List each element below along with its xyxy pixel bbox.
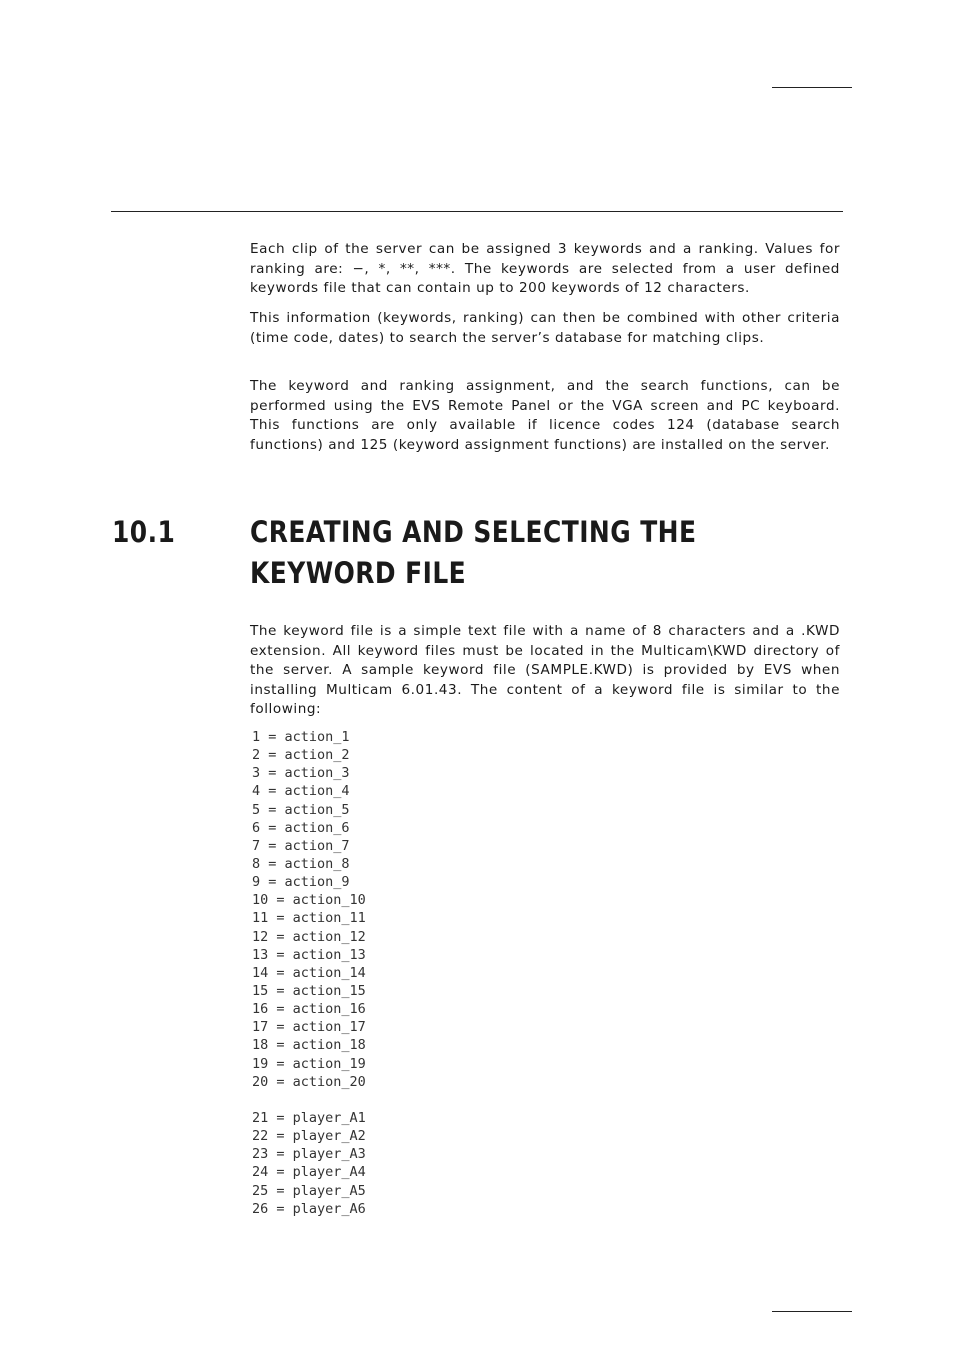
- keyword-line: 22 = player_A2: [252, 1128, 366, 1145]
- intro-paragraph-1: Each clip of the server can be assigned 3 keywords and a ranking. Values for ranking are: −, *, **, ***. The keywords are selected from a user defined keywords file that can contain up to 200 keywords of 12 characters.: [250, 241, 840, 296]
- section-intro-paragraph: The keyword file is a simple text file with a name of 8 characters and a .KWD extension. All keyword files must be located in the Multicam\KWD directory of the server. A sample keyword file (SAMPLE.KWD) is provided by EVS when installing Multicam 6.01.43. The content of a keyword file is similar to the following:: [250, 623, 840, 717]
- keyword-line: 3 = action_3: [252, 765, 350, 782]
- keyword-line: 15 = action_15: [252, 982, 366, 999]
- keyword-line: 13 = action_13: [252, 946, 366, 963]
- section-title: CREATING AND SELECTING THE KEYWORD FILE: [250, 515, 697, 590]
- keyword-line: 1 = action_1: [252, 729, 350, 745]
- keyword-line: 11 = action_11: [252, 910, 366, 927]
- keyword-line: 14 = action_14: [252, 964, 366, 981]
- keyword-line: 9 = action_9: [252, 874, 350, 891]
- section-number: 10.1: [112, 515, 176, 549]
- keyword-line: 16 = action_16: [252, 1001, 366, 1018]
- keyword-line: 12 = action_12: [252, 928, 366, 945]
- keyword-line: 26 = player_A6: [252, 1200, 366, 1217]
- keyword-line: 21 = player_A1: [252, 1109, 366, 1126]
- keyword-line: 6 = action_6: [252, 819, 350, 836]
- keyword-line: 23 = player_A3: [252, 1146, 366, 1163]
- intro-paragraph-2: This information (keywords, ranking) can then be combined with other criteria (time code, dates) to search the server’s database for matching clips.: [250, 310, 840, 346]
- keyword-line: 17 = action_17: [252, 1019, 366, 1036]
- keyword-line: 24 = player_A4: [252, 1164, 366, 1181]
- keyword-line: 10 = action_10: [252, 892, 366, 909]
- keyword-file-sample: [252, 728, 366, 1218]
- keyword-line: 7 = action_7: [252, 837, 350, 854]
- keyword-line: 8 = action_8: [252, 855, 350, 872]
- keyword-line: 4 = action_4: [252, 783, 350, 800]
- header-rule: [111, 211, 843, 212]
- header-rule-short: [772, 87, 852, 88]
- keyword-line: 19 = action_19: [252, 1055, 366, 1072]
- keyword-line: 18 = action_18: [252, 1037, 366, 1054]
- keyword-line: 2 = action_2: [252, 747, 350, 764]
- intro-paragraph-3: The keyword and ranking assignment, and the search functions, can be performed using the EVS Remote Panel or the VGA screen and PC keyboard. This functions are only available if licence codes 124 (database search functions) and 125 (keyword assignment functions) are installed on the server.: [250, 378, 840, 453]
- keyword-line: 25 = player_A5: [252, 1182, 366, 1199]
- keyword-line: 20 = action_20: [252, 1073, 366, 1090]
- footer-rule: [772, 1311, 852, 1312]
- keyword-line: 5 = action_5: [252, 801, 350, 818]
- keyword-line: [252, 1091, 366, 1109]
